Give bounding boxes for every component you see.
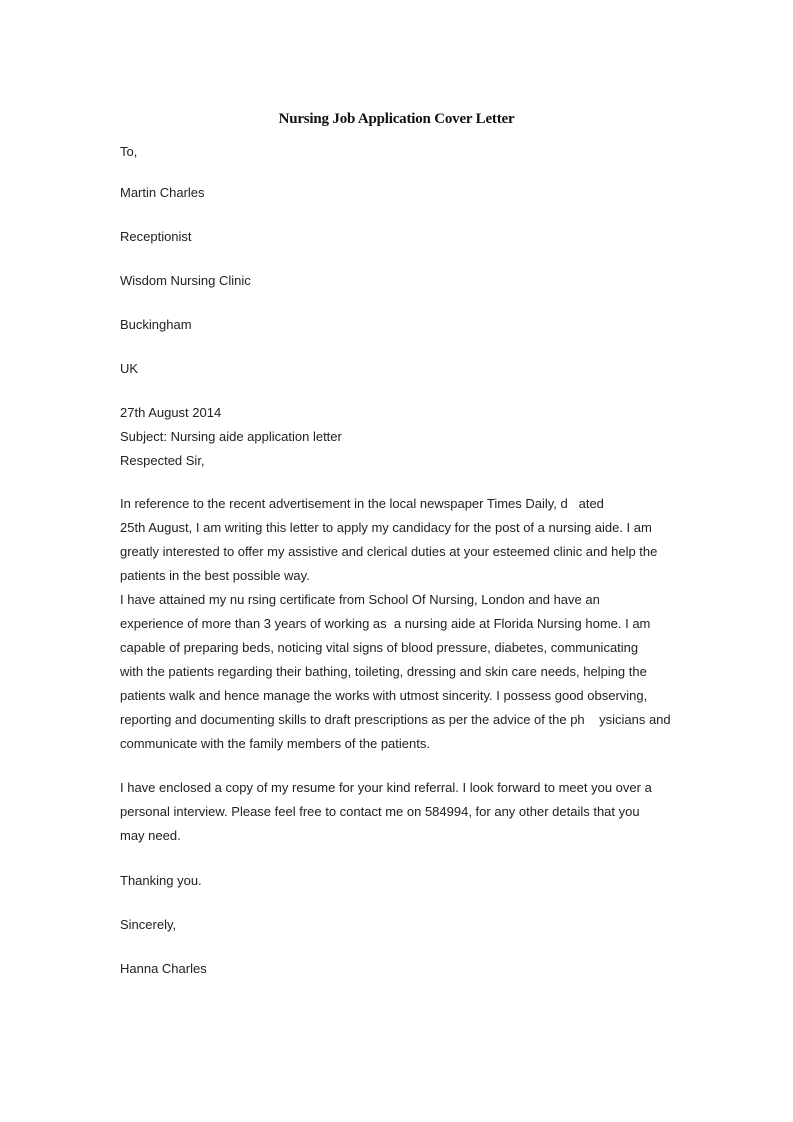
letter-subject: Subject: Nursing aide application letter [120,429,342,444]
greeting: Respected Sir, [120,453,205,468]
recipient-name: Martin Charles [120,185,205,200]
recipient-country: UK [120,361,139,376]
page-title: Nursing Job Application Cover Letter [278,111,515,127]
paragraph-line: reporting and documenting skills to draft prescriptions as per the advice of the ph ysicians and [120,712,671,727]
recipient-city: Buckingham [120,317,192,332]
paragraph-line: personal interview. Please feel free to contact me on 584994, for any other details that you [120,804,640,819]
thanks-line: Thanking you. [120,873,202,888]
recipient-organization: Wisdom Nursing Clinic [120,273,251,288]
paragraph-line: I have attained my nu rsing certificate from School Of Nursing, London and have an [120,592,600,607]
letter-date: 27th August 2014 [120,405,222,420]
paragraph-line: greatly interested to offer my assistive and clerical duties at your esteemed clinic and help the [120,544,658,559]
body-paragraph-2 [120,776,680,848]
paragraph-line: experience of more than 3 years of working as a nursing aide at Florida Nursing home. I am [120,616,651,631]
paragraph-line: I have enclosed a copy of my resume for your kind referral. I look forward to meet you over a [120,780,652,795]
paragraph-line: 25th August, I am writing this letter to apply my candidacy for the post of a nursing aide. I am [120,520,652,535]
paragraph-line: communicate with the family members of the patients. [120,736,430,751]
paragraph-line: patients walk and hence manage the works with utmost sincerity. I possess good observing, [120,688,648,703]
paragraph-line: capable of preparing beds, noticing vital signs of blood pressure, diabetes, communicating [120,640,639,655]
closing-line: Sincerely, [120,917,177,932]
paragraph-line: patients in the best possible way. [120,568,310,583]
paragraph-line: with the patients regarding their bathing, toileting, dressing and skin care needs, helping the [120,664,647,679]
to-line: To, [120,144,138,159]
signature-name: Hanna Charles [120,961,207,976]
recipient-position: Receptionist [120,229,192,244]
paragraph-line: In reference to the recent advertisement in the local newspaper Times Daily, d ated [120,496,604,511]
paragraph-line: may need. [120,828,181,843]
body-paragraph-1 [120,492,680,756]
